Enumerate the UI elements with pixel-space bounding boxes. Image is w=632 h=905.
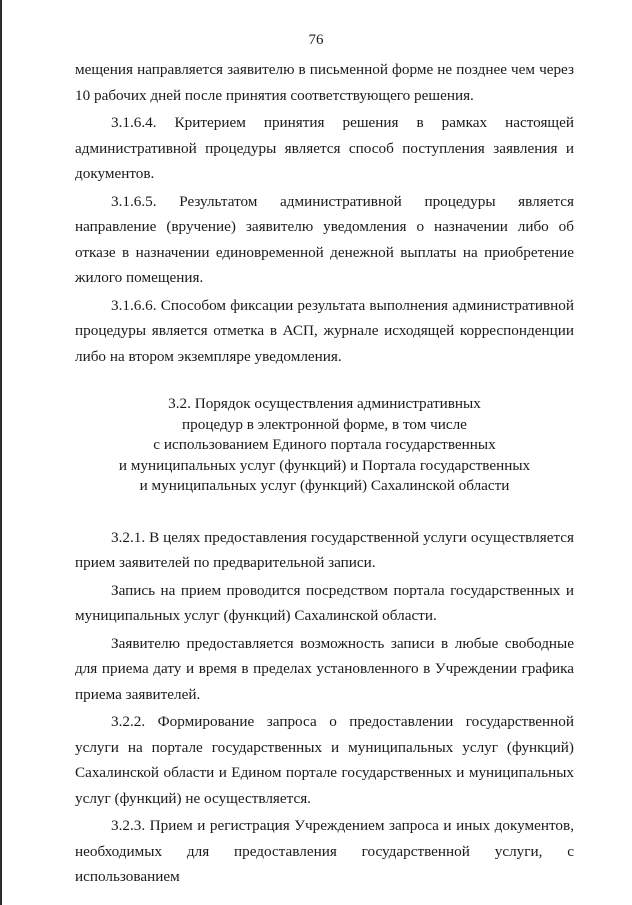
document-body: [75, 57, 574, 892]
section-heading-line: и муниципальных услуг (функций) Сахалинской области: [139, 477, 510, 494]
paragraph-3-1-6-4: 3.1.6.4. Критерием принятия решения в рамках настоящей административной процедуры является способ поступления заявления и документов.: [75, 114, 574, 182]
section-heading-line: 3.2. Порядок осуществления административных: [168, 395, 481, 412]
paragraph-3-2-2: 3.2.2. Формирование запроса о предоставлении государственной услуги на портале государственных и муниципальных услуг (функций) Сахалинской области и Едином портале государственных и муниципальных услуг (функций) не осуществляется.: [75, 713, 574, 807]
scan-left-edge: [0, 0, 2, 905]
paragraph-3-2-1: 3.2.1. В целях предоставления государственной услуги осуществляется прием заявителей по предварительной записи.: [75, 528, 574, 571]
paragraph-3-2-1-record: Запись на прием проводится посредством портала государственных и муниципальных услуг (функций) Сахалинской области.: [75, 581, 574, 624]
paragraph-3-1-6-6: 3.1.6.6. Способом фиксации результата выполнения административной процедуры является отметка в АСП, журнале исходящей корреспонденции либо на втором экземпляре уведомления.: [75, 296, 574, 365]
section-heading-line: с использованием Единого портала государственных: [153, 436, 496, 453]
section-heading-3-2: [75, 394, 574, 497]
paragraph-3-2-1-opportunity: Заявителю предоставляется возможность записи в любые свободные для приема дату и время в пределах установленного в Учреждении графика приема заявителей.: [75, 634, 574, 703]
paragraph-3-1-6-5: 3.1.6.5. Результатом административной процедуры является направление (вручение) заявителю уведомления о назначении либо об отказе в назначении единовременной денежной выплаты на приобретение жилого помещения.: [75, 192, 574, 286]
page-number: 76: [308, 32, 324, 48]
paragraph-3-2-3: 3.2.3. Прием и регистрация Учреждением запроса и иных документов, необходимых для предоставления государственной услуги, с использованием: [75, 817, 574, 885]
section-heading-line: процедур в электронной форме, в том числе: [182, 415, 467, 433]
section-heading-line: и муниципальных услуг (функций) и Портала государственных: [118, 456, 531, 474]
paragraph-continuation: мещения направляется заявителю в письменной форме не позднее чем через 10 рабочих дней после принятия соответствующего решения.: [75, 61, 574, 104]
